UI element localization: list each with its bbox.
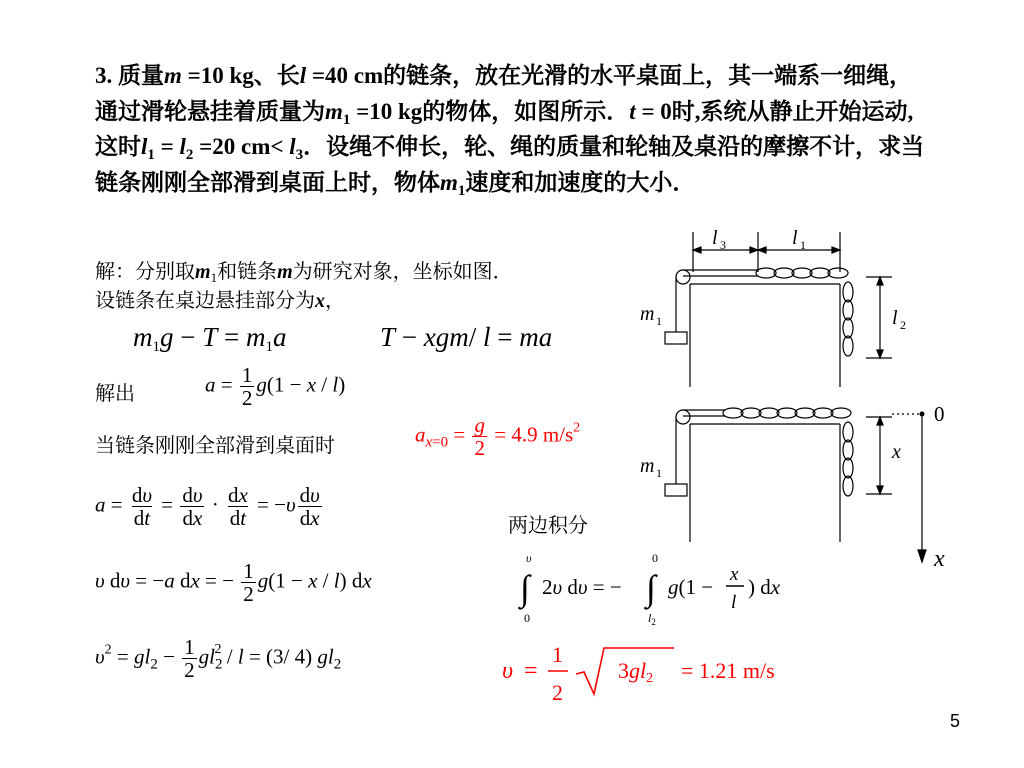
equation-differential: υ dυ = −a dx = − $\frac{1}{2}$ g(1 − x / l) dx <box>95 559 372 607</box>
svg-text:2υ dυ = −: 2υ dυ = − <box>542 575 622 599</box>
subscript: 1 <box>147 147 155 163</box>
label-m1-bottom: m <box>640 455 655 477</box>
svg-text:x: x <box>730 564 739 585</box>
solution-text: 解：分别取 <box>95 261 195 283</box>
svg-text:υ: υ <box>502 658 514 684</box>
fully-slid-label: 当链条刚刚全部滑到桌面时 <box>95 435 335 457</box>
svg-text:∫: ∫ <box>646 568 656 608</box>
equation-velocity-result <box>498 636 788 712</box>
svg-text:∫: ∫ <box>520 568 530 608</box>
label-axis-x: x <box>934 546 945 572</box>
svg-text:) dx: ) dx <box>748 575 781 599</box>
page-number: 5 <box>949 711 960 731</box>
solution-text: 为研究对象，坐标如图． <box>292 261 513 283</box>
symbol-t: t <box>629 98 636 124</box>
problem-text: =40 cm的链条，放在光滑的水平桌面上，其一端系一细绳，通过滑轮悬挂着质量为 <box>95 63 913 124</box>
problem-text: ．设绳不伸长，轮、绳的质量和轮轴及桌沿的摩擦不计，求当链条刚刚全部滑到桌面上时，物体 <box>95 134 925 195</box>
symbol-m1: m <box>195 261 211 283</box>
subscript: 1 <box>342 111 351 128</box>
label-l3: l <box>712 227 718 249</box>
problem-text: 速度和加速度的大小． <box>465 169 696 195</box>
svg-text:l2: $l_2$ <box>648 611 656 627</box>
svg-text:l: l <box>731 592 737 613</box>
symbol-m1: m <box>325 98 343 124</box>
solution-text: 设链条在桌边悬挂部分为 <box>95 290 315 312</box>
equation-velocity-squared: $\upsilon^2 = gl_2$ − $\frac{1}{2}$ $gl_2^2 / l = (3/$ 4) $gl_2$ <box>95 635 342 683</box>
subscript: 3 <box>295 147 304 163</box>
svg-text:= 1.21 m/s: = 1.21 m/s <box>681 658 775 683</box>
equation-acceleration-result: $a_{x=0}$ = $\frac{g}{2}$ = 4.9 $m/s^2$ <box>415 413 581 461</box>
label-l2-sub: 2 <box>900 318 906 332</box>
label-l3-sub: 3 <box>720 238 726 252</box>
equation-chain-rule: a = $\frac{d\upsilon}{dt}$ = $\frac{d\upsilon}{dx}$ · $\frac{dx}{dt}$ = −υ $\frac{d\upsilon}{dx}$ <box>95 483 320 531</box>
svg-text:0: 0 <box>524 611 530 625</box>
symbol-l2: l <box>179 134 186 159</box>
chain-pulley-diagram <box>630 212 960 582</box>
label-l1: l <box>792 227 798 249</box>
symbol-l: l <box>299 63 307 88</box>
label-l1-sub: 1 <box>800 238 806 252</box>
label-l2: l <box>892 307 898 329</box>
solution-intro-line2 <box>95 287 345 315</box>
label-x-dimension: x <box>892 441 901 463</box>
equation-newton-m1: $m_1g - T = m_1a$ <box>133 322 287 355</box>
solution-text: ， <box>325 290 345 312</box>
problem-text: =10 kg、长 <box>181 63 300 88</box>
symbol-l1: l <box>141 134 148 159</box>
problem-text: =20 cm< <box>193 134 290 159</box>
svg-text:2: 2 <box>552 680 563 705</box>
integrate-label: 两边积分 <box>508 515 588 537</box>
symbol-l3: l <box>289 134 296 159</box>
problem-number: 3. <box>95 63 113 88</box>
subscript: 1 <box>457 182 466 199</box>
svg-text:3gl2: 3gl2 <box>618 658 654 686</box>
solve-label: 解出 <box>95 383 135 405</box>
solution-intro-line1 <box>95 258 513 286</box>
svg-text:0: 0 <box>652 551 658 565</box>
problem-statement <box>95 58 935 200</box>
equation-acceleration: a = $\frac{1}{2}$ g(1 − x / l) <box>205 363 346 411</box>
problem-text: = 0时,系统从静止开始运动, 这时 <box>95 98 914 159</box>
label-m1-bottom-sub: 1 <box>656 466 662 480</box>
subscript: 2 <box>185 147 194 163</box>
symbol-m1: m <box>440 169 458 195</box>
svg-text:=: = <box>524 658 538 684</box>
symbol-x: x <box>315 290 325 312</box>
label-origin: 0 <box>934 402 945 426</box>
svg-text:1: 1 <box>552 642 563 667</box>
problem-text: 质量 <box>118 63 164 88</box>
solution-text: 和链条 <box>217 261 278 283</box>
label-m1-top-sub: 1 <box>656 314 662 328</box>
svg-text:υ: υ <box>526 551 532 565</box>
svg-text:g(1 −: g(1 − <box>668 575 714 599</box>
symbol-m: m <box>164 63 182 88</box>
problem-text: = <box>154 134 180 159</box>
equation-newton-chain: T − xgm/ l = ma <box>380 322 553 352</box>
label-m1-top: m <box>640 303 655 325</box>
problem-text: =10 kg的物体，如图所示． <box>350 98 630 124</box>
subscript: 1 <box>210 270 218 285</box>
symbol-m: m <box>277 261 293 283</box>
